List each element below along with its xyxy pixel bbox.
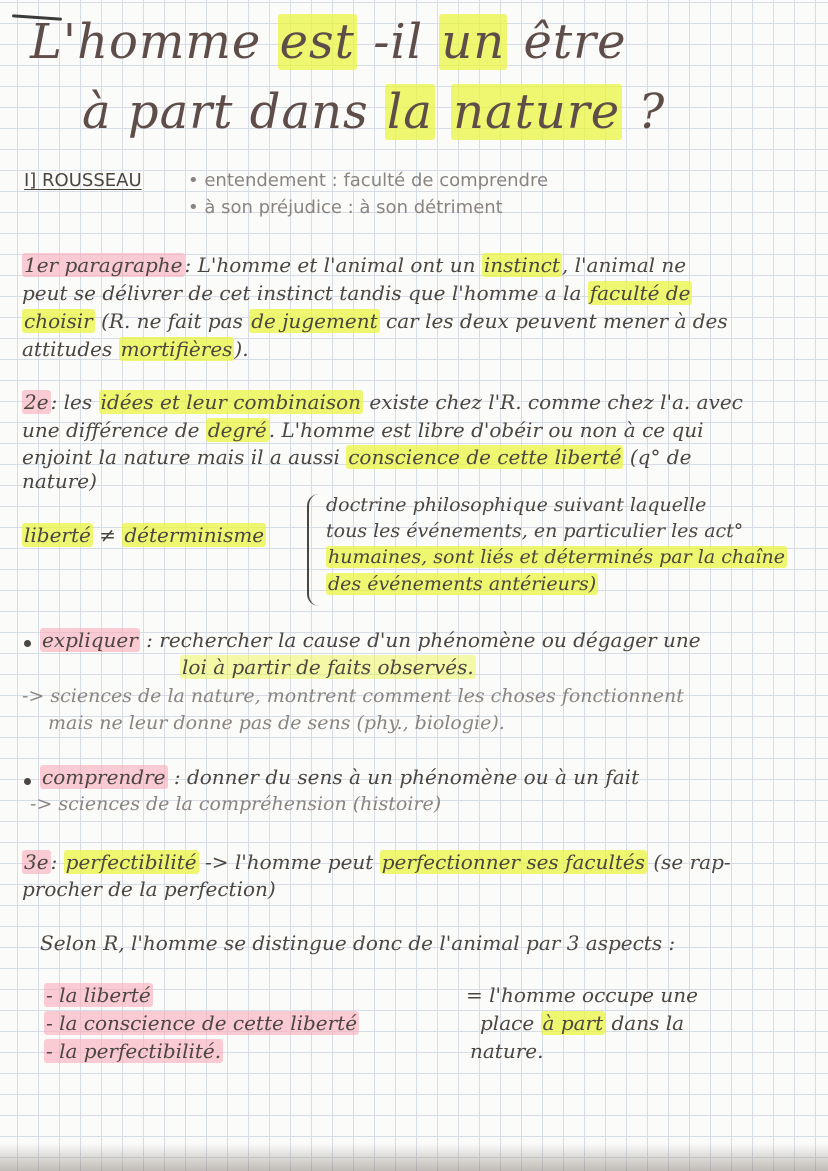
paragraph-3-label: 3e — [24, 850, 49, 874]
text: (q° de — [629, 445, 692, 469]
expliquer-line-1 — [40, 630, 701, 650]
highlight: à part — [542, 1011, 604, 1035]
title-word: dans — [249, 84, 369, 140]
text: dans la — [611, 1011, 685, 1035]
paragraph-1-line-2 — [22, 283, 692, 303]
text: : donner du sens à un phénomène ou à un fait — [173, 765, 640, 789]
term-liberte: liberté — [24, 523, 91, 547]
title-word: L'homme — [30, 14, 262, 70]
highlight: choisir — [24, 309, 93, 333]
expliquer-line-3: -> sciences de la nature, montrent comment les choses fonctionnent — [22, 685, 684, 707]
bullet — [24, 640, 31, 647]
highlight: degré — [207, 418, 267, 442]
text: . L'homme est libre d'obéir ou non à ce qui — [268, 418, 704, 442]
text: (se rap- — [653, 850, 731, 874]
highlight: conscience de cette liberté — [348, 445, 622, 469]
text: car les deux peuvent mener à des — [386, 309, 728, 333]
paragraph-2-line-4: nature) — [22, 469, 97, 493]
aspect-1 — [44, 985, 153, 1005]
text: : les — [50, 390, 93, 414]
paragraph-2-line-3 — [22, 447, 691, 467]
result-line-2 — [480, 1013, 684, 1033]
text: existe chez l'R. comme chez l'a. avec — [369, 390, 743, 414]
determinisme-definition-line-3 — [326, 548, 787, 567]
result-line-1: = l'homme occupe une — [466, 983, 698, 1007]
paragraph-1-line-1 — [22, 255, 686, 275]
text: (R. ne fait pas — [101, 309, 243, 333]
result-line-3: nature. — [470, 1039, 544, 1063]
highlight: mortifières — [120, 337, 233, 361]
title-word-highlighted: un — [441, 14, 506, 70]
text: une différence de — [22, 418, 200, 442]
text: , l'animal ne — [561, 253, 687, 277]
conclusion-intro: Selon R, l'homme se distingue donc de l'animal par 3 aspects : — [40, 931, 676, 955]
highlight: humaines, sont liés et déterminés par la chaîne — [328, 546, 785, 568]
expliquer-line-2 — [180, 657, 476, 677]
bullet — [24, 778, 31, 785]
text: : rechercher la cause d'un phénomène ou dégager une — [146, 628, 701, 652]
not-equal-sign: ≠ — [99, 523, 116, 547]
paragraph-2-line-2 — [22, 420, 704, 440]
title-word-highlighted: nature — [453, 84, 621, 140]
highlight: - la perfectibilité. — [46, 1039, 222, 1063]
definition-prejudice: • à son préjudice : à son détriment — [188, 197, 503, 218]
definition-entendement: • entendement : faculté de comprendre — [188, 170, 549, 191]
highlight: loi à partir de faits observés. — [182, 655, 474, 679]
title-word: ? — [638, 84, 666, 140]
highlight: faculté de — [589, 281, 691, 305]
page-title-line-2 — [82, 84, 666, 140]
determinisme-definition-line-4 — [326, 575, 598, 594]
title-word: -il — [373, 14, 424, 70]
paragraph-1-line-4 — [22, 339, 249, 359]
title-word: à part — [82, 84, 234, 140]
definition-terms — [22, 525, 266, 545]
text: attitudes — [22, 337, 113, 361]
paragraph-1-line-3 — [22, 311, 728, 331]
highlight: des événements antérieurs) — [328, 573, 597, 595]
highlight: perfectionner ses facultés — [381, 850, 645, 874]
text: enjoint la nature mais il a aussi — [22, 445, 340, 469]
section-heading: I] ROUSSEAU — [24, 170, 142, 191]
term-determinisme: déterminisme — [124, 523, 265, 547]
paragraph-2-label: 2e — [24, 390, 49, 414]
highlight: idées et leur combinaison — [100, 390, 362, 414]
title-word-highlighted: la — [386, 84, 433, 140]
determinisme-definition-line-2: tous les événements, en particulier les act° — [326, 520, 744, 542]
highlight: - la liberté — [46, 983, 151, 1007]
determinisme-definition-line-1: doctrine philosophique suivant laquelle — [326, 494, 707, 516]
comprendre-label: comprendre — [42, 765, 166, 789]
highlight: instinct — [483, 253, 560, 277]
highlight: - la conscience de cette liberté — [46, 1011, 358, 1035]
text: : L'homme et l'animal ont un — [184, 253, 476, 277]
title-word-highlighted: est — [279, 14, 355, 70]
paragraph-3-line-2: procher de la perfection) — [22, 877, 276, 901]
expliquer-line-4: mais ne leur donne pas de sens (phy., biologie). — [48, 712, 505, 734]
comprendre-line-1 — [40, 767, 639, 787]
curly-brace — [307, 494, 321, 606]
text: place — [480, 1011, 535, 1035]
highlight: de jugement — [251, 309, 378, 333]
paragraph-2-line-1 — [22, 392, 743, 412]
text: : — [50, 850, 58, 874]
aspect-2 — [44, 1013, 359, 1033]
expliquer-label: expliquer — [42, 628, 138, 652]
text: -> l'homme peut — [204, 850, 374, 874]
paragraph-1-label: 1er paragraphe — [24, 253, 183, 277]
comprendre-line-2: -> sciences de la compréhension (histoire) — [30, 793, 442, 815]
page-title-line-1 — [30, 14, 627, 70]
title-word: être — [523, 14, 627, 70]
text: ). — [234, 337, 249, 361]
text: peut se délivrer de cet instinct tandis que l'homme a la — [22, 281, 582, 305]
aspect-3 — [44, 1041, 223, 1061]
paragraph-3-line-1 — [22, 852, 731, 872]
highlight: perfectibilité — [65, 850, 197, 874]
